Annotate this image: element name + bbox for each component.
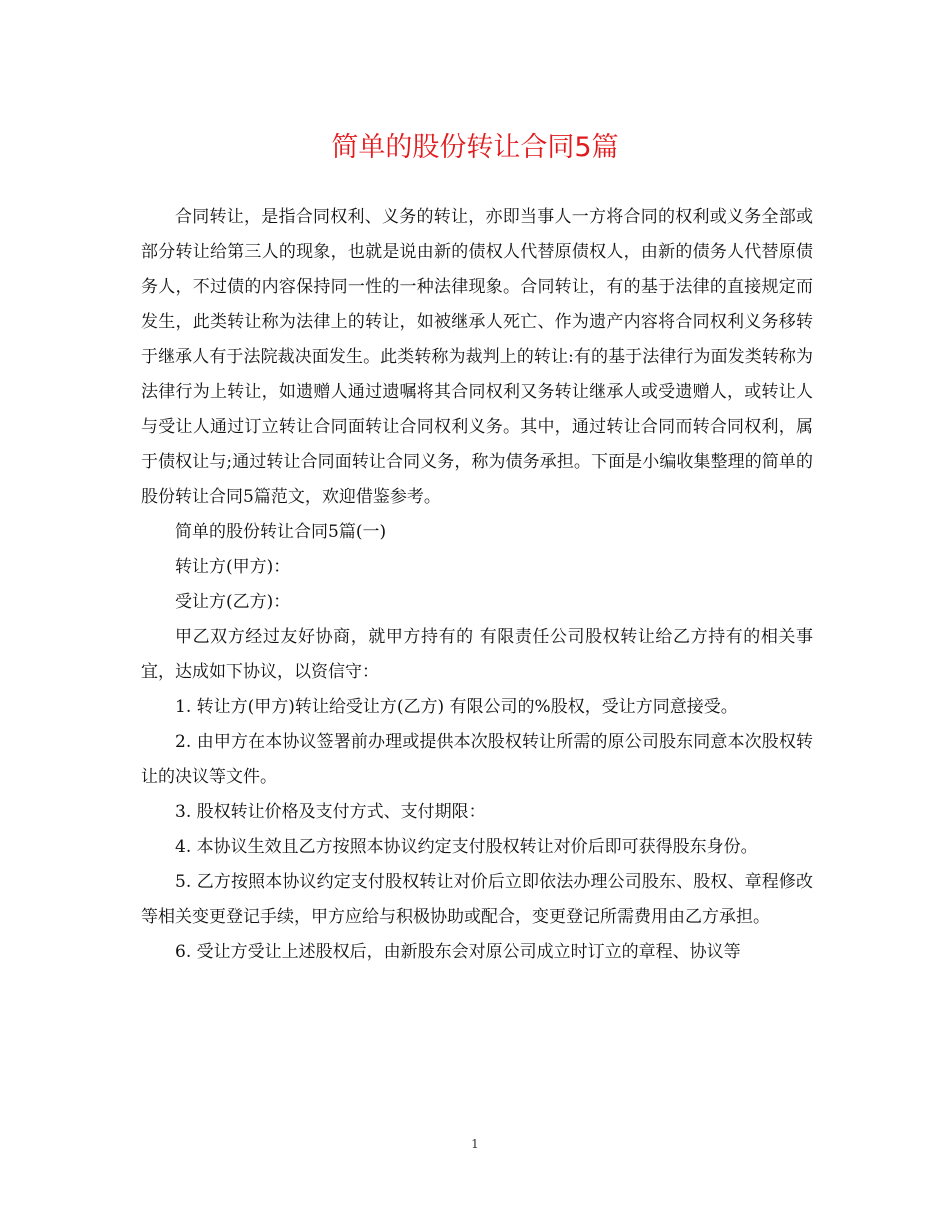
paragraph-transferor: 转让方(甲方)： [175,557,291,577]
paragraph-clause-5: 5. 乙方按照本协议约定支付股权转让对价后立即依法办理公司股东、股权、章程修改等相关变更登记手续，甲方应给与积极协助或配合，变更登记所需费用由乙方承担。 [141,872,813,927]
document-title: 简单的股份转让合同5篇 [331,132,619,163]
document-body [141,200,813,970]
paragraph-section-heading: 简单的股份转让合同5篇(一) [175,522,387,542]
paragraph-clause-3: 3. 股权转让价格及支付方式、支付期限： [175,802,486,822]
paragraph-clause-4: 4. 本协议生效且乙方按照本协议约定支付股权转让对价后即可获得股东身份。 [175,837,758,857]
paragraph-intro: 合同转让，是指合同权利、义务的转让，亦即当事人一方将合同的权利或义务全部或部分转让给第三人的现象，也就是说由新的债权人代替原债权人，由新的债务人代替原债务人，不过债的内容保持同一性的一种法律现象。合同转让，有的基于法律的直接规定而发生，此类转让称为法律上的转让，如被继承人死亡、作为遗产内容将合同权利义务移转于继承人有于法院裁决面发生。此类转称为裁判上的转让:有的基于法律行为面发类转称为法律行为上转让，如遗赠人通过遗嘱将其合同权利又务转让继承人或受遗赠人，或转让人与受让人通过订立转让合同面转让合同权利义务。其中，通过转让合同而转合同权利，属于债权让与;通过转让合同面转让合同义务，称为债务承担。下面是小编收集整理的简单的股份转让合同5篇范文，欢迎借鉴参考。 [141,207,813,507]
paragraph-clause-2: 2. 由甲方在本协议签署前办理或提供本次股权转让所需的原公司股东同意本次股权转让的决议等文件。 [141,732,813,787]
paragraph-clause-6: 6. 受让方受让上述股权后，由新股东会对原公司成立时订立的章程、协议等 [175,942,741,962]
paragraph-agreement: 甲乙双方经过友好协商，就甲方持有的 有限责任公司股权转让给乙方持有的相关事宜，达成如下协议，以资信守： [141,627,813,682]
paragraph-transferee: 受让方(乙方)： [175,592,291,612]
page-number: 1 [471,1137,479,1151]
paragraph-clause-1: 1. 转让方(甲方)转让给受让方(乙方) 有限公司的%股权，受让方同意接受。 [175,697,738,717]
